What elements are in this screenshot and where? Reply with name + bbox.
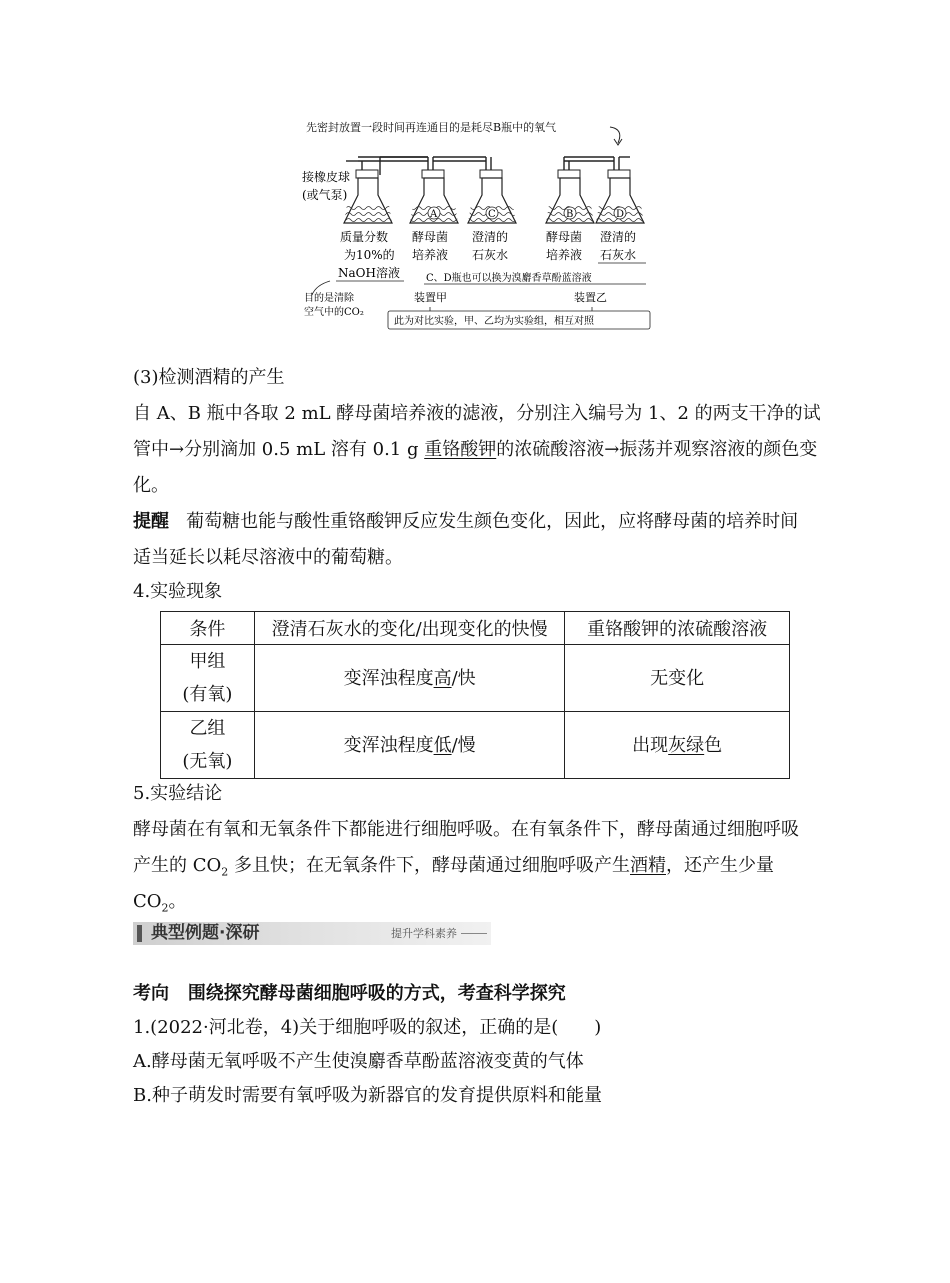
cd-note: C、D瓶也可以换为溴麝香草酚蓝溶液 — [426, 273, 592, 284]
svg-text:NaOH溶液: NaOH溶液 — [338, 266, 400, 280]
table-header: 澄清石灰水的变化/出现变化的快慢 — [254, 612, 564, 645]
top-note: 先密封放置一段时间再连通目的是耗尽B瓶中的氧气 — [306, 121, 557, 134]
svg-text:培养液: 培养液 — [412, 248, 449, 262]
table-header: 重铬酸钾的浓硫酸溶液 — [565, 612, 790, 645]
svg-text:空气中的CO₂: 空气中的CO₂ — [304, 307, 364, 318]
answer-dichromate: 重铬酸钾 — [424, 439, 497, 460]
section5-heading: 5.实验结论 — [133, 783, 223, 804]
banner-line — [461, 933, 487, 934]
section5-line3: $CO_2$。 — [133, 891, 187, 915]
lime-c-label: 澄清的 — [472, 230, 509, 244]
svg-text:A: A — [430, 209, 438, 220]
svg-text:B: B — [566, 209, 574, 220]
tip-label: 提醒 — [133, 511, 169, 532]
yeast-b-label: 酵母菌 — [546, 230, 583, 244]
option-b: B.种子萌发时需要有氧呼吸为新器官的发育提供原料和能量 — [133, 1085, 602, 1106]
flask-d — [596, 170, 644, 223]
answer-alcohol: 酒精 — [630, 855, 666, 876]
table-header-row — [161, 612, 790, 645]
section3-line1: 自 A、B 瓶中各取 2 mL 酵母菌培养液的滤液，分别注入编号为 1、2 的两支干净的试 — [133, 403, 821, 424]
banner-subtitle: 提升学科素养 — [391, 927, 457, 940]
tip-line2: 适当延长以耗尽溶液中的葡萄糖。 — [133, 547, 403, 568]
option-a: A.酵母菌无氧呼吸不产生使溴麝香草酚蓝溶液变黄的气体 — [133, 1051, 584, 1072]
results-table — [160, 611, 790, 779]
svg-text:为10%的: 为10%的 — [344, 248, 395, 262]
svg-text:石灰水: 石灰水 — [472, 248, 509, 262]
section4-heading: 4.实验现象 — [133, 581, 223, 602]
flask-c — [468, 170, 516, 223]
compare-note: 此为对比实验，甲、乙均为实验组，相互对照 — [394, 316, 594, 327]
flask-naoh — [344, 170, 392, 223]
table-row: 甲组 (有氧) 变浑浊程度高/快 无变化 — [161, 645, 790, 712]
svg-text:C: C — [488, 209, 496, 220]
svg-text:D: D — [616, 209, 625, 220]
section5-line1: 酵母菌在有氧和无氧条件下都能进行细胞呼吸。在有氧条件下，酵母菌通过细胞呼吸 — [133, 819, 799, 840]
yeast-a-label: 酵母菌 — [412, 230, 449, 244]
setup-jia-label: 装置甲 — [414, 291, 447, 304]
setup-yi-label: 装置乙 — [574, 291, 607, 304]
section-banner — [133, 922, 491, 945]
lime-d-label: 澄清的 — [600, 230, 637, 244]
table-header: 条件 — [161, 612, 255, 645]
banner-title: 典型例题·深研 — [151, 923, 260, 943]
table-row: 乙组 (无氧) 变浑浊程度低/慢 出现灰绿色 — [161, 712, 790, 779]
naoh-label: 质量分数 — [340, 230, 389, 244]
banner-bar — [137, 925, 142, 942]
section3-line3: 化。 — [133, 475, 169, 496]
svg-text:(或气泵): (或气泵) — [302, 188, 348, 202]
experiment-diagram — [296, 115, 656, 335]
flask-a — [410, 170, 458, 223]
section3-heading: (3)检测酒精的产生 — [133, 367, 285, 388]
svg-text:培养液: 培养液 — [546, 248, 583, 262]
question-heading: 考向 围绕探究酵母菌细胞呼吸的方式，考查科学探究 — [133, 983, 566, 1004]
svg-text:石灰水: 石灰水 — [600, 248, 637, 262]
pump-label: 接橡皮球 — [302, 170, 351, 184]
purpose-note: 目的是清除 — [304, 293, 354, 304]
flask-b — [546, 170, 594, 223]
tip-line1: 提醒 葡萄糖也能与酸性重铬酸钾反应发生颜色变化，因此，应将酵母菌的培养时间 — [133, 511, 799, 532]
section3-line2: 管中→分别滴加 0.5 mL 溶有 0.1 g 重铬酸钾的浓硫酸溶液→振荡并观察溶液的颜色变 — [133, 439, 818, 460]
question-stem: 1.(2022·河北卷，4)关于细胞呼吸的叙述，正确的是( ) — [133, 1017, 602, 1038]
section5-line2: 产生的 $CO_2$ 多且快；在无氧条件下，酵母菌通过细胞呼吸产生酒精，还产生少量 — [133, 855, 774, 879]
